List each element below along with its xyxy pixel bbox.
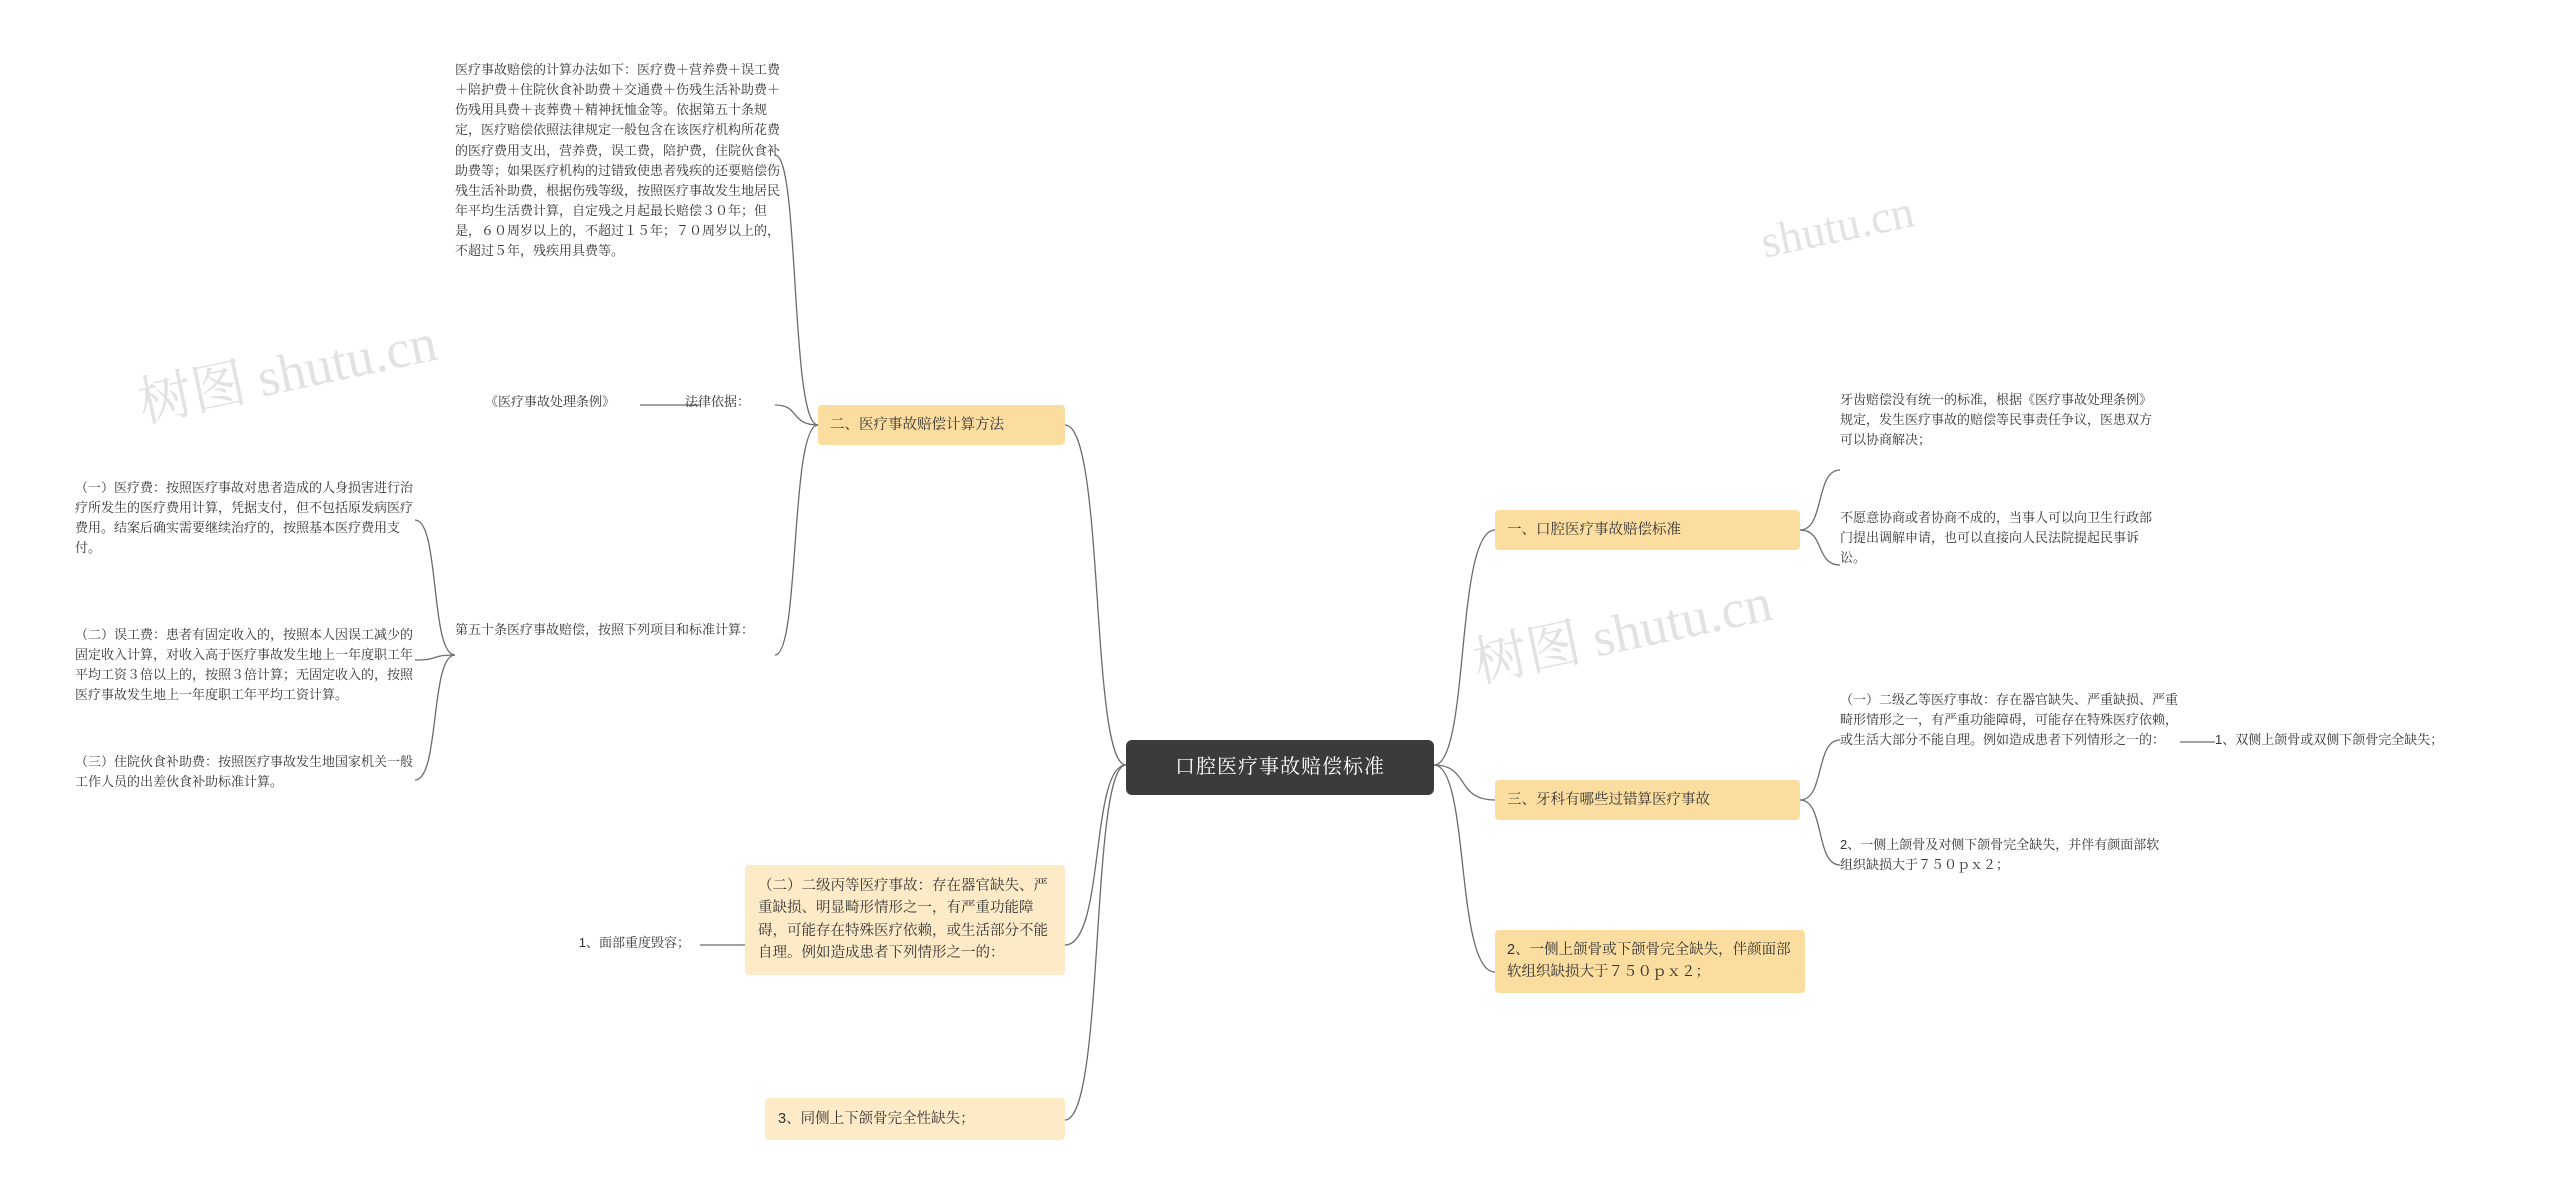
grade-2b-label: （一）二级乙等医疗事故：存在器官缺失、严重缺损、严重畸形情形之一，有严重功能障碍，可能存在特殊医疗依赖，或生活大部分不能自理。例如造成患者下列情形之一的： xyxy=(1840,692,2179,748)
grade-2b-item-1-label: 1、双侧上颌骨或双侧下颌骨完全缺失； xyxy=(2215,732,2444,747)
root-node[interactable]: 口腔医疗事故赔偿标准 xyxy=(1126,740,1434,795)
standard-paragraph-2: 不愿意协商或者协商不成的，当事人可以向卫生行政部门提出调解申请，也可以直接向人民法院提起民事诉讼。 xyxy=(1840,510,2153,566)
item-medical-fee-label: （一）医疗费：按照医疗事故对患者造成的人身损害进行治疗所发生的医疗费用计算，凭据支付，但不包括原发病医疗费用。结案后确实需要继续治疗的，按照基本医疗费用支付。 xyxy=(75,480,414,556)
standard-paragraph-1: 牙齿赔偿没有统一的标准，根据《医疗事故处理条例》规定，发生医疗事故的赔偿等民事责任争议，医患双方可以协商解决； xyxy=(1840,392,2153,448)
branch-node-compensation-standard[interactable]: 一、口腔医疗事故赔偿标准 xyxy=(1495,510,1800,550)
watermark-1: 树图 shutu.cn xyxy=(133,312,442,434)
watermark-2: shutu.cn xyxy=(1756,185,1919,268)
watermark-3: 树图 shutu.cn xyxy=(1468,572,1777,694)
branch-node-maxilla-mandible-loss[interactable]: 2、一侧上颌骨或下颌骨完全缺失，伴颜面部软组织缺损大于７５０ｐｘ２； xyxy=(1495,930,1805,993)
regulation-name-label: 《医疗事故处理条例》 xyxy=(484,394,615,409)
branch-node-dental-malpractice[interactable]: 三、牙科有哪些过错算医疗事故 xyxy=(1495,780,1800,820)
grade-2c-box[interactable]: （二）二级丙等医疗事故：存在器官缺失、严重缺损、明显畸形情形之一，有严重功能障碍，可能存在特殊医疗依赖，或生活部分不能自理。例如造成患者下列情形之一的： xyxy=(745,865,1065,975)
calculation-detail-text: 医疗事故赔偿的计算办法如下：医疗费＋营养费＋误工费＋陪护费＋住院伙食补助费＋交通费＋伤残生活补助费＋伤残用具费＋丧葬费＋精神抚恤金等。依据第五十条规定，医疗赔偿依照法律规定一般包含在该医疗机构所花费的医疗费用支出，营养费，误工费，陪护费，住院伙食补助费等；如果医疗机构的过错致使患者残疾的还要赔偿伤残生活补助费，根据伤残等级，按照医疗事故发生地居民年平均生活费计算，自定残之月起最长赔偿３０年；但是，６０周岁以上的，不超过１５年；７０周岁以上的，不超过５年，残疾用具费等。 xyxy=(455,62,781,259)
grade-2b-item-2-label: 2、一侧上颌骨及对侧下颌骨完全缺失，并伴有颜面部软组织缺损大于７５０ｐｘ２； xyxy=(1840,837,2160,873)
branch-node-calculation-method[interactable]: 二、医疗事故赔偿计算方法 xyxy=(818,405,1065,445)
article-50-label: 第五十条医疗事故赔偿，按照下列项目和标准计算： xyxy=(455,622,755,637)
grade-2c-item-3-box[interactable]: 3、同侧上下颌骨完全性缺失； xyxy=(765,1098,1065,1140)
item-hospital-meal-label: （三）住院伙食补助费：按照医疗事故发生地国家机关一般工作人员的出差伙食补助标准计算。 xyxy=(75,754,414,790)
legal-basis-label: 法律依据： xyxy=(684,394,750,409)
grade-2c-item-1-label: 1、面部重度毁容； xyxy=(578,935,690,950)
item-lost-wages-label: （二）误工费：患者有固定收入的，按照本人因误工减少的固定收入计算，对收入高于医疗事故发生地上一年度职工年平均工资３倍以上的，按照３倍计算；无固定收入的，按照医疗事故发生地上一年度职工年平均工资计算。 xyxy=(75,627,414,703)
